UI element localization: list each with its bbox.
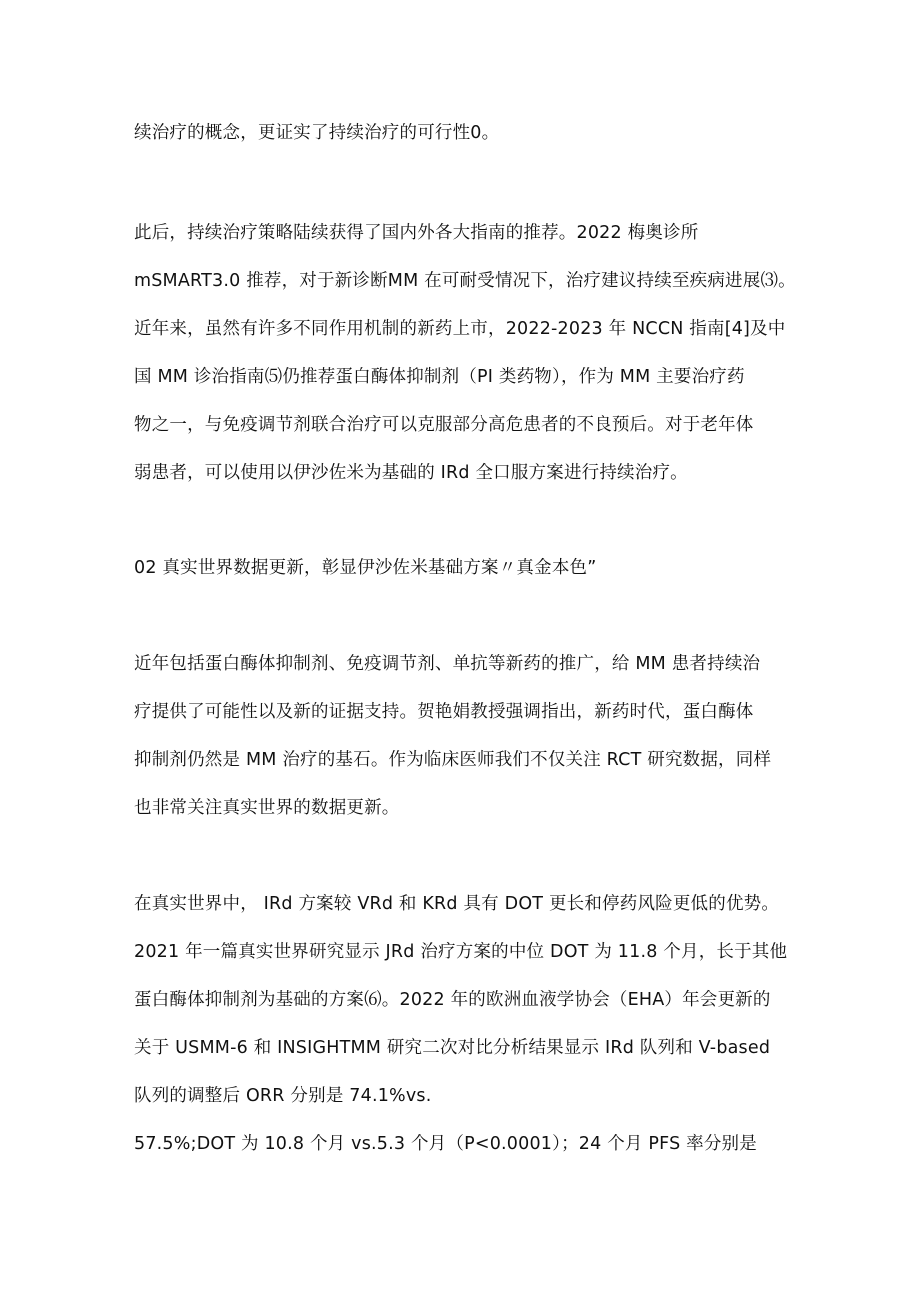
text-line: 在真实世界中， IRd 方案较 VRd 和 KRd 具有 DOT 更长和停药风险更低的优势。 <box>134 894 780 914</box>
text-line: 近年包括蛋白酶体抑制剂、免疫调节剂、单抗等新药的推广，给 MM 患者持续治 <box>134 654 761 674</box>
text-line: 国 MM 诊治指南⑸仍推荐蛋白酶体抑制剂（PI 类药物），作为 MM 主要治疗药 <box>134 367 745 387</box>
text-line: 57.5%;DOT 为 10.8 个月 vs.5.3 个月（P<0.0001）；24 个月 PFS 率分别是 <box>134 1134 757 1154</box>
text-line: 此后，持续治疗策略陆续获得了国内外各大指南的推荐。2022 梅奥诊所 <box>134 223 699 243</box>
text-line: 近年来，虽然有许多不同作用机制的新药上市，2022-2023 年 NCCN 指南[4]及中 <box>134 319 786 339</box>
text-line: 关于 USMM-6 和 INSIGHTMM 研究二次对比分析结果显示 IRd 队列和 V-based <box>134 1038 771 1058</box>
text-line: 队列的调整后 ORR 分别是 74.1%vs. <box>134 1086 432 1106</box>
text-line: 续治疗的概念，更证实了持续治疗的可行性0。 <box>134 123 500 143</box>
text-line: mSMART3.0 推荐，对于新诊断MM 在可耐受情况下，治疗建议持续至疾病进展⑶。 <box>134 271 796 291</box>
text-line: 弱患者，可以使用以伊沙佐米为基础的 IRd 全口服方案进行持续治疗。 <box>134 463 688 483</box>
text-line: 也非常关注真实世界的数据更新。 <box>134 798 400 818</box>
text-line: 抑制剂仍然是 MM 治疗的基石。作为临床医师我们不仅关注 RCT 研究数据，同样 <box>134 750 772 770</box>
section-heading: 02 真实世界数据更新，彰显伊沙佐米基础方案〃真金本色” <box>134 558 597 578</box>
text-line: 蛋白酶体抑制剂为基础的方案⑹。2022 年的欧洲血液学协会（EHA）年会更新的 <box>134 990 771 1010</box>
text-line: 物之一，与免疫调节剂联合治疗可以克服部分高危患者的不良预后。对于老年体 <box>134 415 754 435</box>
text-line: 2021 年一篇真实世界研究显示 JRd 治疗方案的中位 DOT 为 11.8 个月，长于其他 <box>134 942 788 962</box>
text-line: 疗提供了可能性以及新的证据支持。贺艳娟教授强调指出，新药时代，蛋白酶体 <box>134 702 754 722</box>
